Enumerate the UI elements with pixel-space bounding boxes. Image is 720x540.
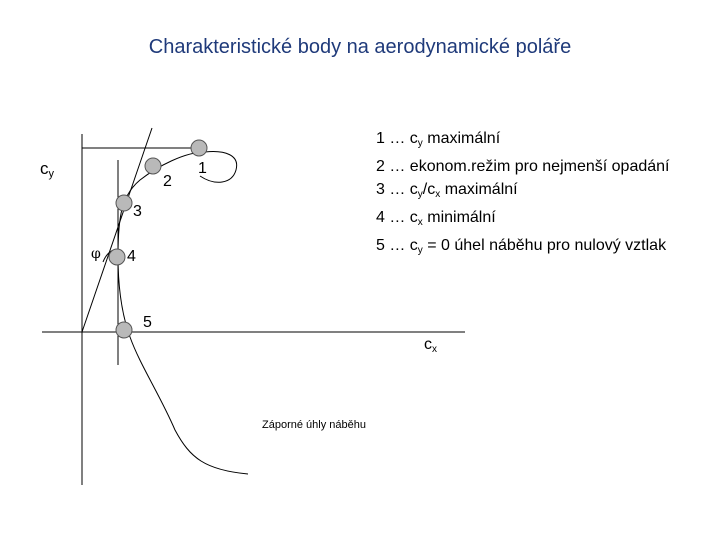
legend-item-4: 4 … $c_x$ minimální — [376, 209, 496, 228]
point-1-marker — [191, 140, 207, 156]
point-5-label: 5 — [143, 314, 152, 331]
legend-item-2: 2 … ekonom.režim pro nejmenší opadání — [376, 158, 670, 175]
negative-angles-annotation: Záporné úhly náběhu — [262, 419, 366, 431]
point-2-marker — [145, 158, 161, 174]
point-3-marker — [116, 195, 132, 211]
angle-label: φ — [91, 246, 101, 262]
diagram-title: Charakteristické body na aerodynamické poláře — [148, 36, 572, 58]
point-3-label: 3 — [133, 203, 142, 220]
point-4-marker — [109, 249, 125, 265]
tangent-line — [82, 128, 152, 332]
point-4-label: 4 — [127, 248, 136, 265]
point-1-label: 1 — [198, 160, 207, 177]
y-axis-label: cy — [40, 159, 54, 180]
polar-curve — [118, 152, 248, 474]
legend — [376, 127, 669, 262]
x-axis-label: cx — [424, 336, 437, 355]
legend-item-1: 1 … $c_y$ maximální — [376, 130, 501, 149]
point-2-label: 2 — [163, 173, 172, 190]
legend-item-3: 3 … $c_y/c_x$ maximální — [376, 181, 518, 200]
point-5-marker — [116, 322, 132, 338]
legend-item-5: 5 … $c_y = 0$ úhel náběhu pro nulový vztlak — [376, 237, 667, 256]
